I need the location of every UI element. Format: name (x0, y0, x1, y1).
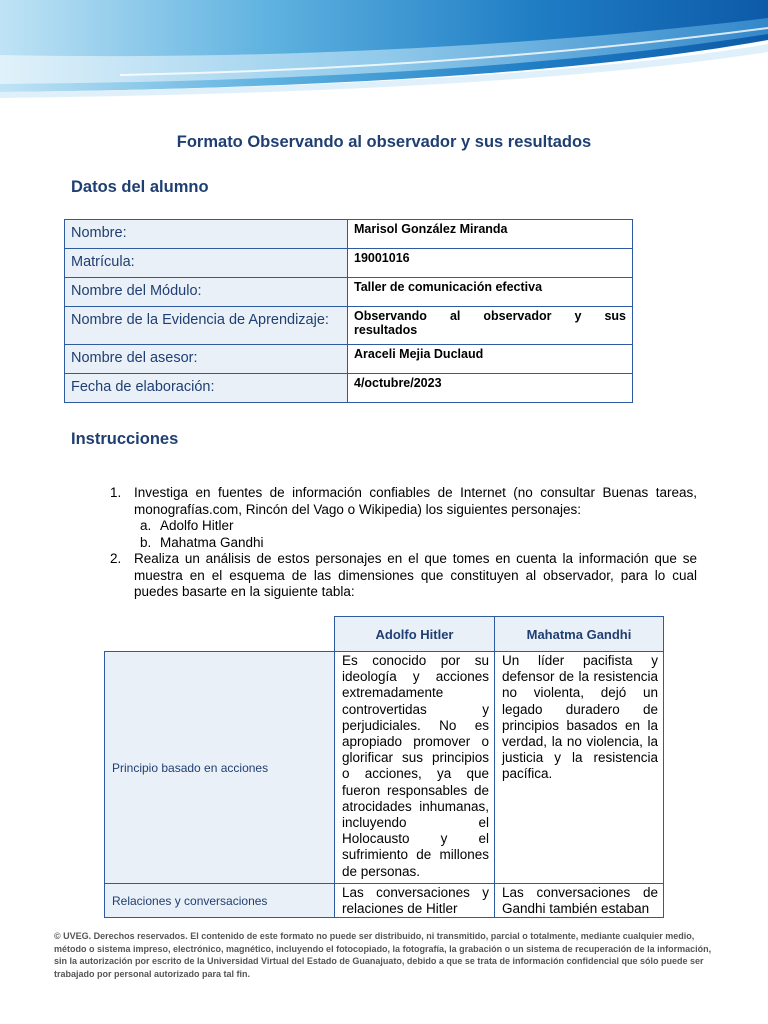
id-label: Matrícula: (65, 249, 348, 278)
advisor-label: Nombre del asesor: (65, 345, 348, 374)
row-label: Principio basado en acciones (105, 652, 335, 884)
table-row (65, 374, 633, 403)
list-item (110, 485, 697, 518)
table-header-row (105, 617, 664, 652)
row-label: Relaciones y conversaciones (105, 884, 335, 918)
list-item (110, 551, 697, 601)
student-data-table (64, 219, 633, 403)
gandhi-cell (495, 884, 664, 918)
item-number: 1. (110, 485, 122, 500)
name-value: Marisol González Miranda (348, 220, 633, 249)
sub-item-letter: b. (140, 534, 152, 550)
advisor-value: Araceli Mejia Duclaud (348, 345, 633, 374)
sub-item-text: Mahatma Gandhi (160, 534, 264, 550)
instructions-heading: Instrucciones (71, 430, 179, 448)
module-label: Nombre del Módulo: (65, 278, 348, 307)
evidence-value-line2: resultados (354, 323, 418, 337)
hitler-cell: Es conocido por su ideología y acciones extremadamente controvertidas y perjudiciales. No es apropiado promover o glorificar sus principios o acciones, ya que fueron responsables de atrocidades inhumanas, incluyendo el Holocausto y el sufrimiento de millones de personas. (335, 652, 495, 884)
module-value: Taller de comunicación efectiva (348, 278, 633, 307)
table-row (65, 307, 633, 345)
table-row (65, 220, 633, 249)
gandhi-cell: Un líder pacifista y defensor de la resistencia no violenta, dejó un legado duradero de principios basados en la verdad, la no violencia, la justicia y la resistencia pacífica. (495, 652, 664, 884)
id-value: 19001016 (348, 249, 633, 278)
gandhi-cell-text: Las conversaciones de Gandhi también estaban (502, 885, 658, 917)
instructions-list (110, 485, 697, 601)
date-value: 4/octubre/2023 (348, 374, 633, 403)
item-text: Realiza un análisis de estos personajes en el que tomes en cuenta la información que se muestra en el esquema de las dimensiones que constituyen al observador, para lo cual puedes basarte en la siguiente tabla: (134, 551, 697, 599)
comparison-table (104, 616, 664, 918)
table-row (65, 249, 633, 278)
banner-graphic (0, 0, 768, 100)
evidence-value-line1: Observando al observador y sus (354, 309, 626, 323)
sub-list-item (110, 535, 697, 552)
hitler-cell-text: Las conversaciones y relaciones de Hitler (342, 885, 489, 917)
header-hitler: Adolfo Hitler (335, 617, 495, 652)
sub-item-text: Adolfo Hitler (160, 518, 234, 533)
sub-item-letter: a. (140, 518, 152, 533)
copyright-footer: © UVEG. Derechos reservados. El contenido de este formato no puede ser distribuido, ni transmitido, parcial o totalmente, mediante cualquier medio, método o sistema impreso, electrónico, magnético, incluyendo el fotocopiado, la fotografía, la grabación o un sistema de recuperación de la información, sin la autorización por escrito de la Universidad Virtual del Estado de Guanajuato, debido a que se trata de información confidencial que sólo puede ser trabajado por personal autorizado para tal fin. (54, 931, 712, 979)
sub-list-item (110, 518, 697, 535)
table-row (105, 884, 664, 918)
header-gandhi: Mahatma Gandhi (495, 617, 664, 652)
table-row (65, 345, 633, 374)
blank-header-cell (105, 617, 335, 652)
name-label: Nombre: (65, 220, 348, 249)
evidence-label: Nombre de la Evidencia de Aprendizaje: (65, 307, 348, 345)
evidence-value (348, 307, 633, 345)
item-number: 2. (110, 551, 122, 566)
document-title: Formato Observando al observador y sus resultados (176, 133, 592, 151)
table-row (65, 278, 633, 307)
hitler-cell (335, 884, 495, 918)
date-label: Fecha de elaboración: (65, 374, 348, 403)
header-banner (0, 0, 768, 100)
student-data-heading: Datos del alumno (71, 178, 209, 196)
table-row (105, 652, 664, 884)
item-text: Investiga en fuentes de información confiables de Internet (no consultar Buenas tareas, monografías.com, Rincón del Vago o Wikipedia) los siguientes personajes: (134, 485, 697, 517)
